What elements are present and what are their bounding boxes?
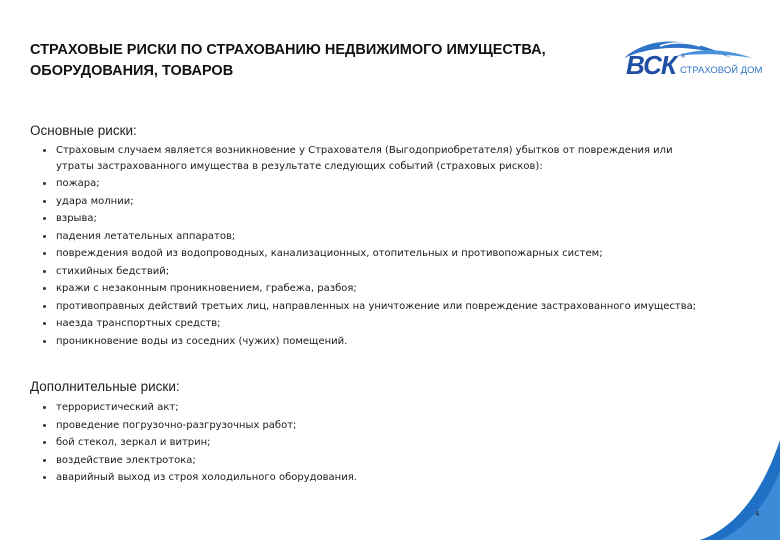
main-risk-item: наезда транспортных средств; bbox=[40, 316, 700, 332]
corner-accent-shape bbox=[700, 440, 780, 540]
additional-risks-list bbox=[40, 400, 700, 488]
main-risk-item: повреждения водой из водопроводных, канализационных, отопительных и противопожарных систем; bbox=[40, 246, 700, 262]
main-risks-list bbox=[40, 143, 700, 351]
main-risk-item: пожара; bbox=[40, 176, 700, 192]
additional-risks-heading: Дополнительные риски: bbox=[30, 379, 180, 394]
additional-risk-item: воздействие электротока; bbox=[40, 453, 700, 469]
slide-title-line-2: ОБОРУДОВАНИЯ, ТОВАРОВ bbox=[30, 63, 234, 79]
additional-risk-item: проведение погрузочно-разгрузочных работ; bbox=[40, 418, 700, 434]
vsk-logo bbox=[620, 38, 763, 88]
logo-wordmark: ВСК bbox=[626, 50, 676, 80]
slide-title-line-1: СТРАХОВЫЕ РИСКИ ПО СТРАХОВАНИЮ НЕДВИЖИМОГО ИМУЩЕСТВА, bbox=[30, 42, 546, 58]
additional-risk-item: бой стекол, зеркал и витрин; bbox=[40, 435, 700, 451]
additional-risk-item: аварийный выход из строя холодильного оборудования. bbox=[40, 470, 700, 486]
main-risk-item: удара молнии; bbox=[40, 194, 700, 210]
main-risk-item: стихийных бедствий; bbox=[40, 264, 700, 280]
page-number: 4 bbox=[755, 510, 760, 518]
main-risk-item: Страховым случаем является возникновение у Страхователя (Выгодоприобретателя) убытков от повреждения или утраты застрахованного имущества в результате следующих событий (страховых рисков): bbox=[40, 143, 700, 174]
logo-subtitle: СТРАХОВОЙ ДОМ bbox=[680, 65, 763, 76]
main-risk-item: падения летательных аппаратов; bbox=[40, 229, 700, 245]
main-risk-item: противоправных действий третьих лиц, направленных на уничтожение или повреждение застрахованного имущества; bbox=[40, 299, 700, 315]
main-risk-item: кражи с незаконным проникновением, грабежа, разбоя; bbox=[40, 281, 700, 297]
main-risk-item: взрыва; bbox=[40, 211, 700, 227]
slide-title bbox=[30, 40, 610, 82]
additional-risk-item: террористический акт; bbox=[40, 400, 700, 416]
main-risk-item: проникновение воды из соседних (чужих) помещений. bbox=[40, 334, 700, 350]
logo-registered-mark: ® bbox=[680, 53, 686, 60]
main-risks-heading: Основные риски: bbox=[30, 123, 137, 138]
